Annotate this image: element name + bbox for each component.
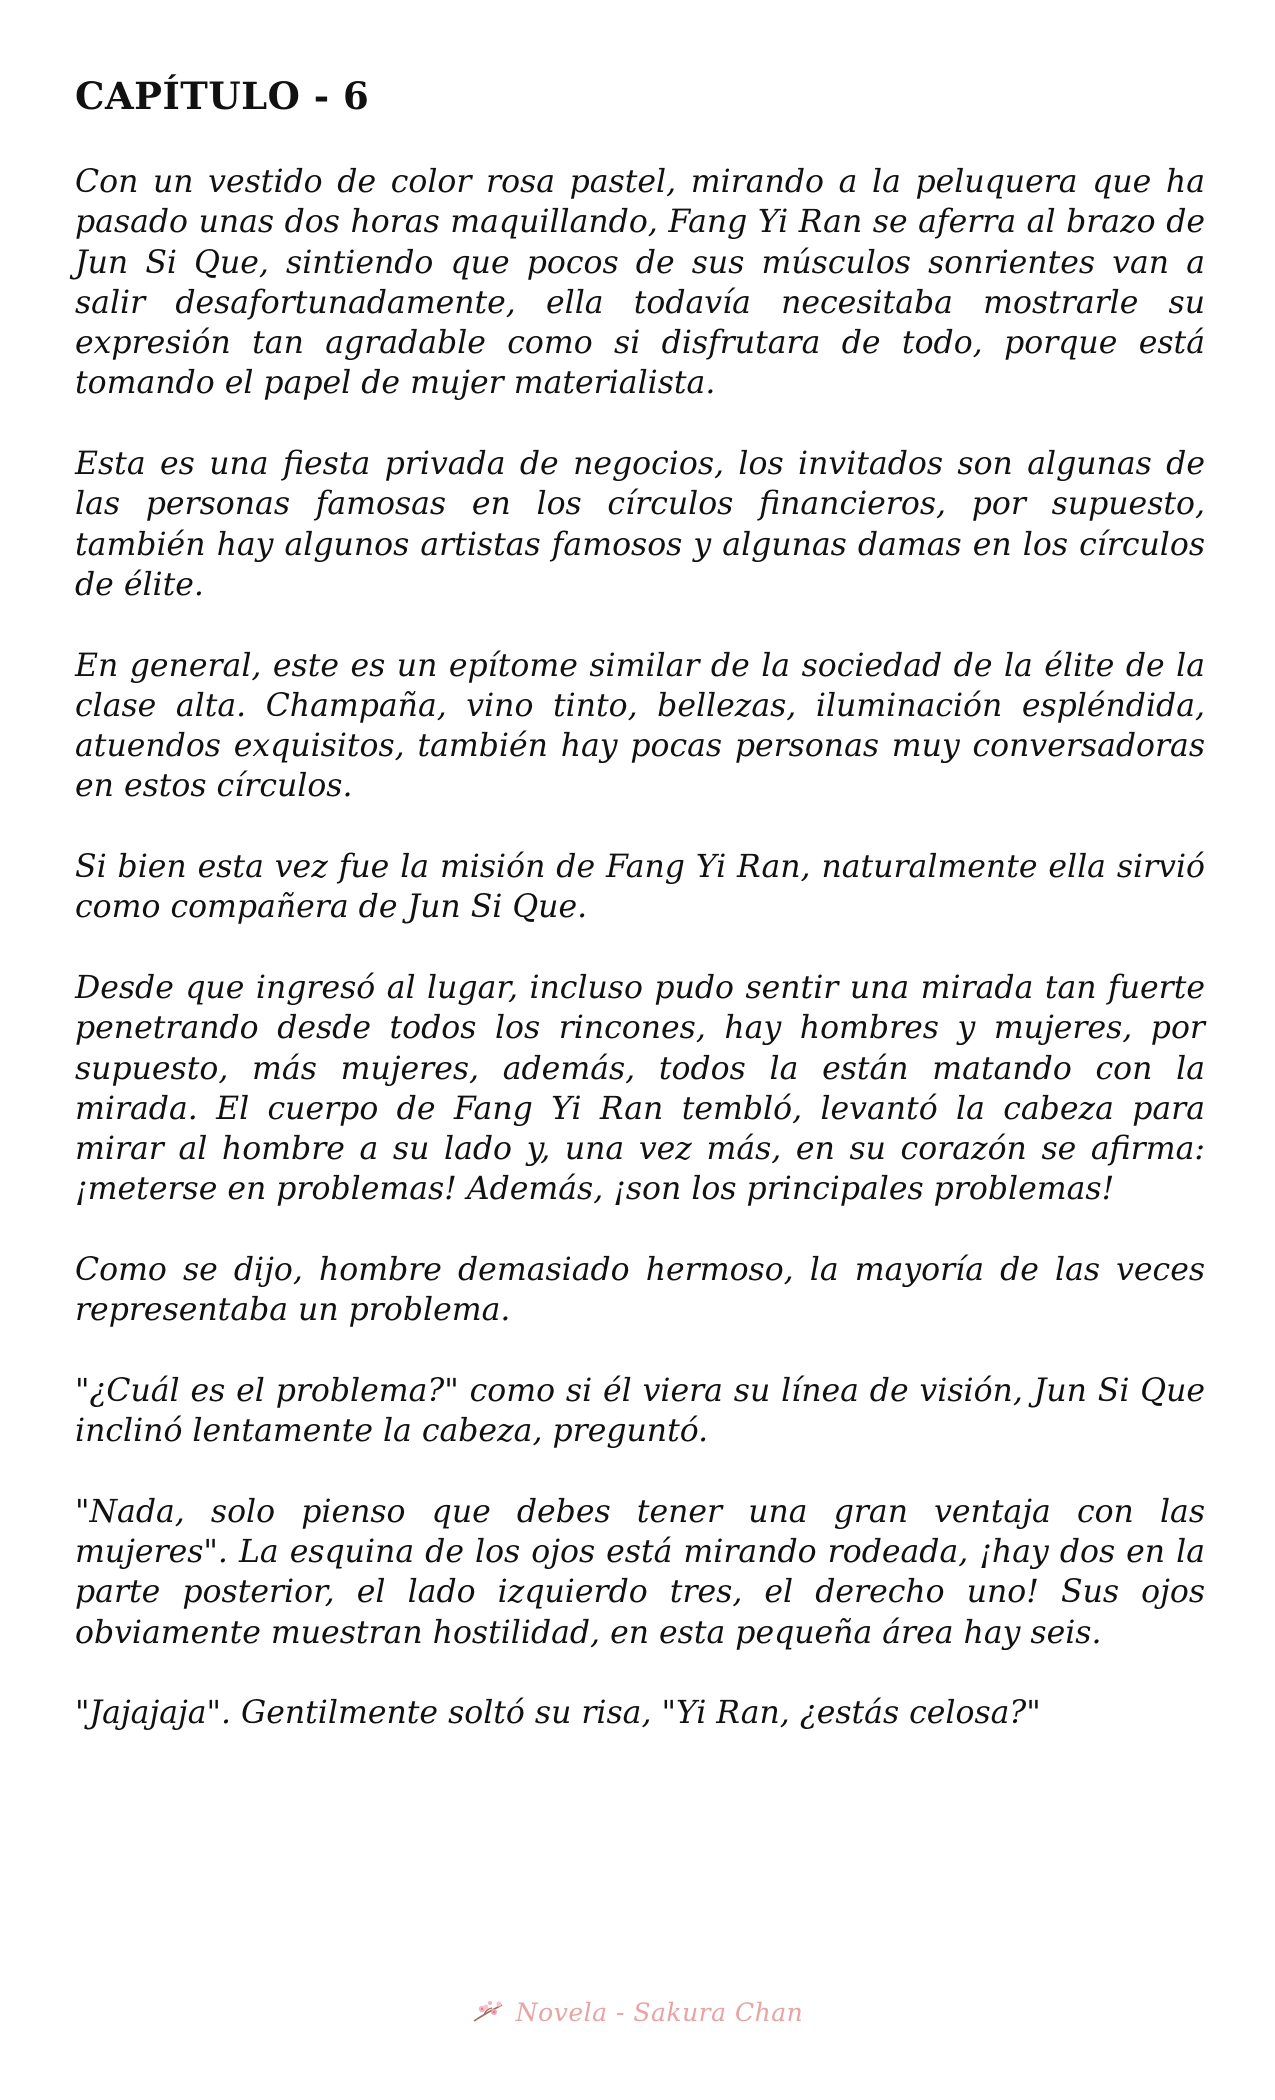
paragraph: Esta es una fiesta privada de negocios, los invitados son algunas de las personas famosas en los círculos financieros, por supuesto, también hay algunos artistas famosos y algunas damas en los círculos de élite. [75, 446, 1205, 603]
chapter-title: CAPÍTULO - 6 [75, 74, 370, 118]
paragraph: "Nada, solo pienso que debes tener una gran ventaja con las mujeres". La esquina de los ojos está mirando rodeada, ¡hay dos en la parte posterior, el lado izquierdo tres, el derecho uno! Sus ojos obviamente muestran hostilidad, en esta pequeña área hay seis. [75, 1493, 1205, 1651]
chapter-body [75, 162, 1205, 1774]
paragraph: Como se dijo, hombre demasiado hermoso, la mayoría de las veces representaba un problema. [75, 1252, 1205, 1329]
footer-watermark [0, 1998, 1275, 2027]
paragraph: Si bien esta vez fue la misión de Fang Yi Ran, naturalmente ella sirvió como compañera de Jun Si Que. [75, 849, 1205, 926]
document-page [75, 0, 1205, 2100]
paragraph: Desde que ingresó al lugar, incluso pudo sentir una mirada tan fuerte penetrando desde todos los rincones, hay hombres y mujeres, por supuesto, más mujeres, además, todos la están matando con la mirada. El cuerpo de Fang Yi Ran tembló, levantó la cabeza para mirar al hombre a su lado y, una vez más, en su corazón se afirma: ¡meterse en problemas! Además, ¡son los principales problemas! [75, 969, 1205, 1208]
paragraph: En general, este es un epítome similar de la sociedad de la élite de la clase alta. Champaña, vino tinto, bellezas, iluminación espléndida, atuendos exquisitos, también hay pocas personas muy conversadoras en estos círculos. [75, 647, 1205, 805]
paragraph: "¿Cuál es el problema?" como si él viera su línea de visión, Jun Si Que inclinó lentamente la cabeza, preguntó. [75, 1372, 1205, 1450]
watermark-text: Novela - Sakura Chan [515, 1998, 804, 2027]
paragraph: "Jajajaja". Gentilmente soltó su risa, "Yi Ran, ¿estás celosa?" [75, 1695, 1041, 1732]
paragraph: Con un vestido de color rosa pastel, mirando a la peluquera que ha pasado unas dos horas maquillando, Fang Yi Ran se aferra al brazo de Jun Si Que, sintiendo que pocos de sus músculos sonrientes van a salir desafortunadamente, ella todavía necesitaba mostrarle su expresión tan agradable como si disfrutara de todo, porque está tomando el papel de mujer materialista. [75, 164, 1205, 402]
cherry-blossom-icon [472, 1999, 508, 2027]
